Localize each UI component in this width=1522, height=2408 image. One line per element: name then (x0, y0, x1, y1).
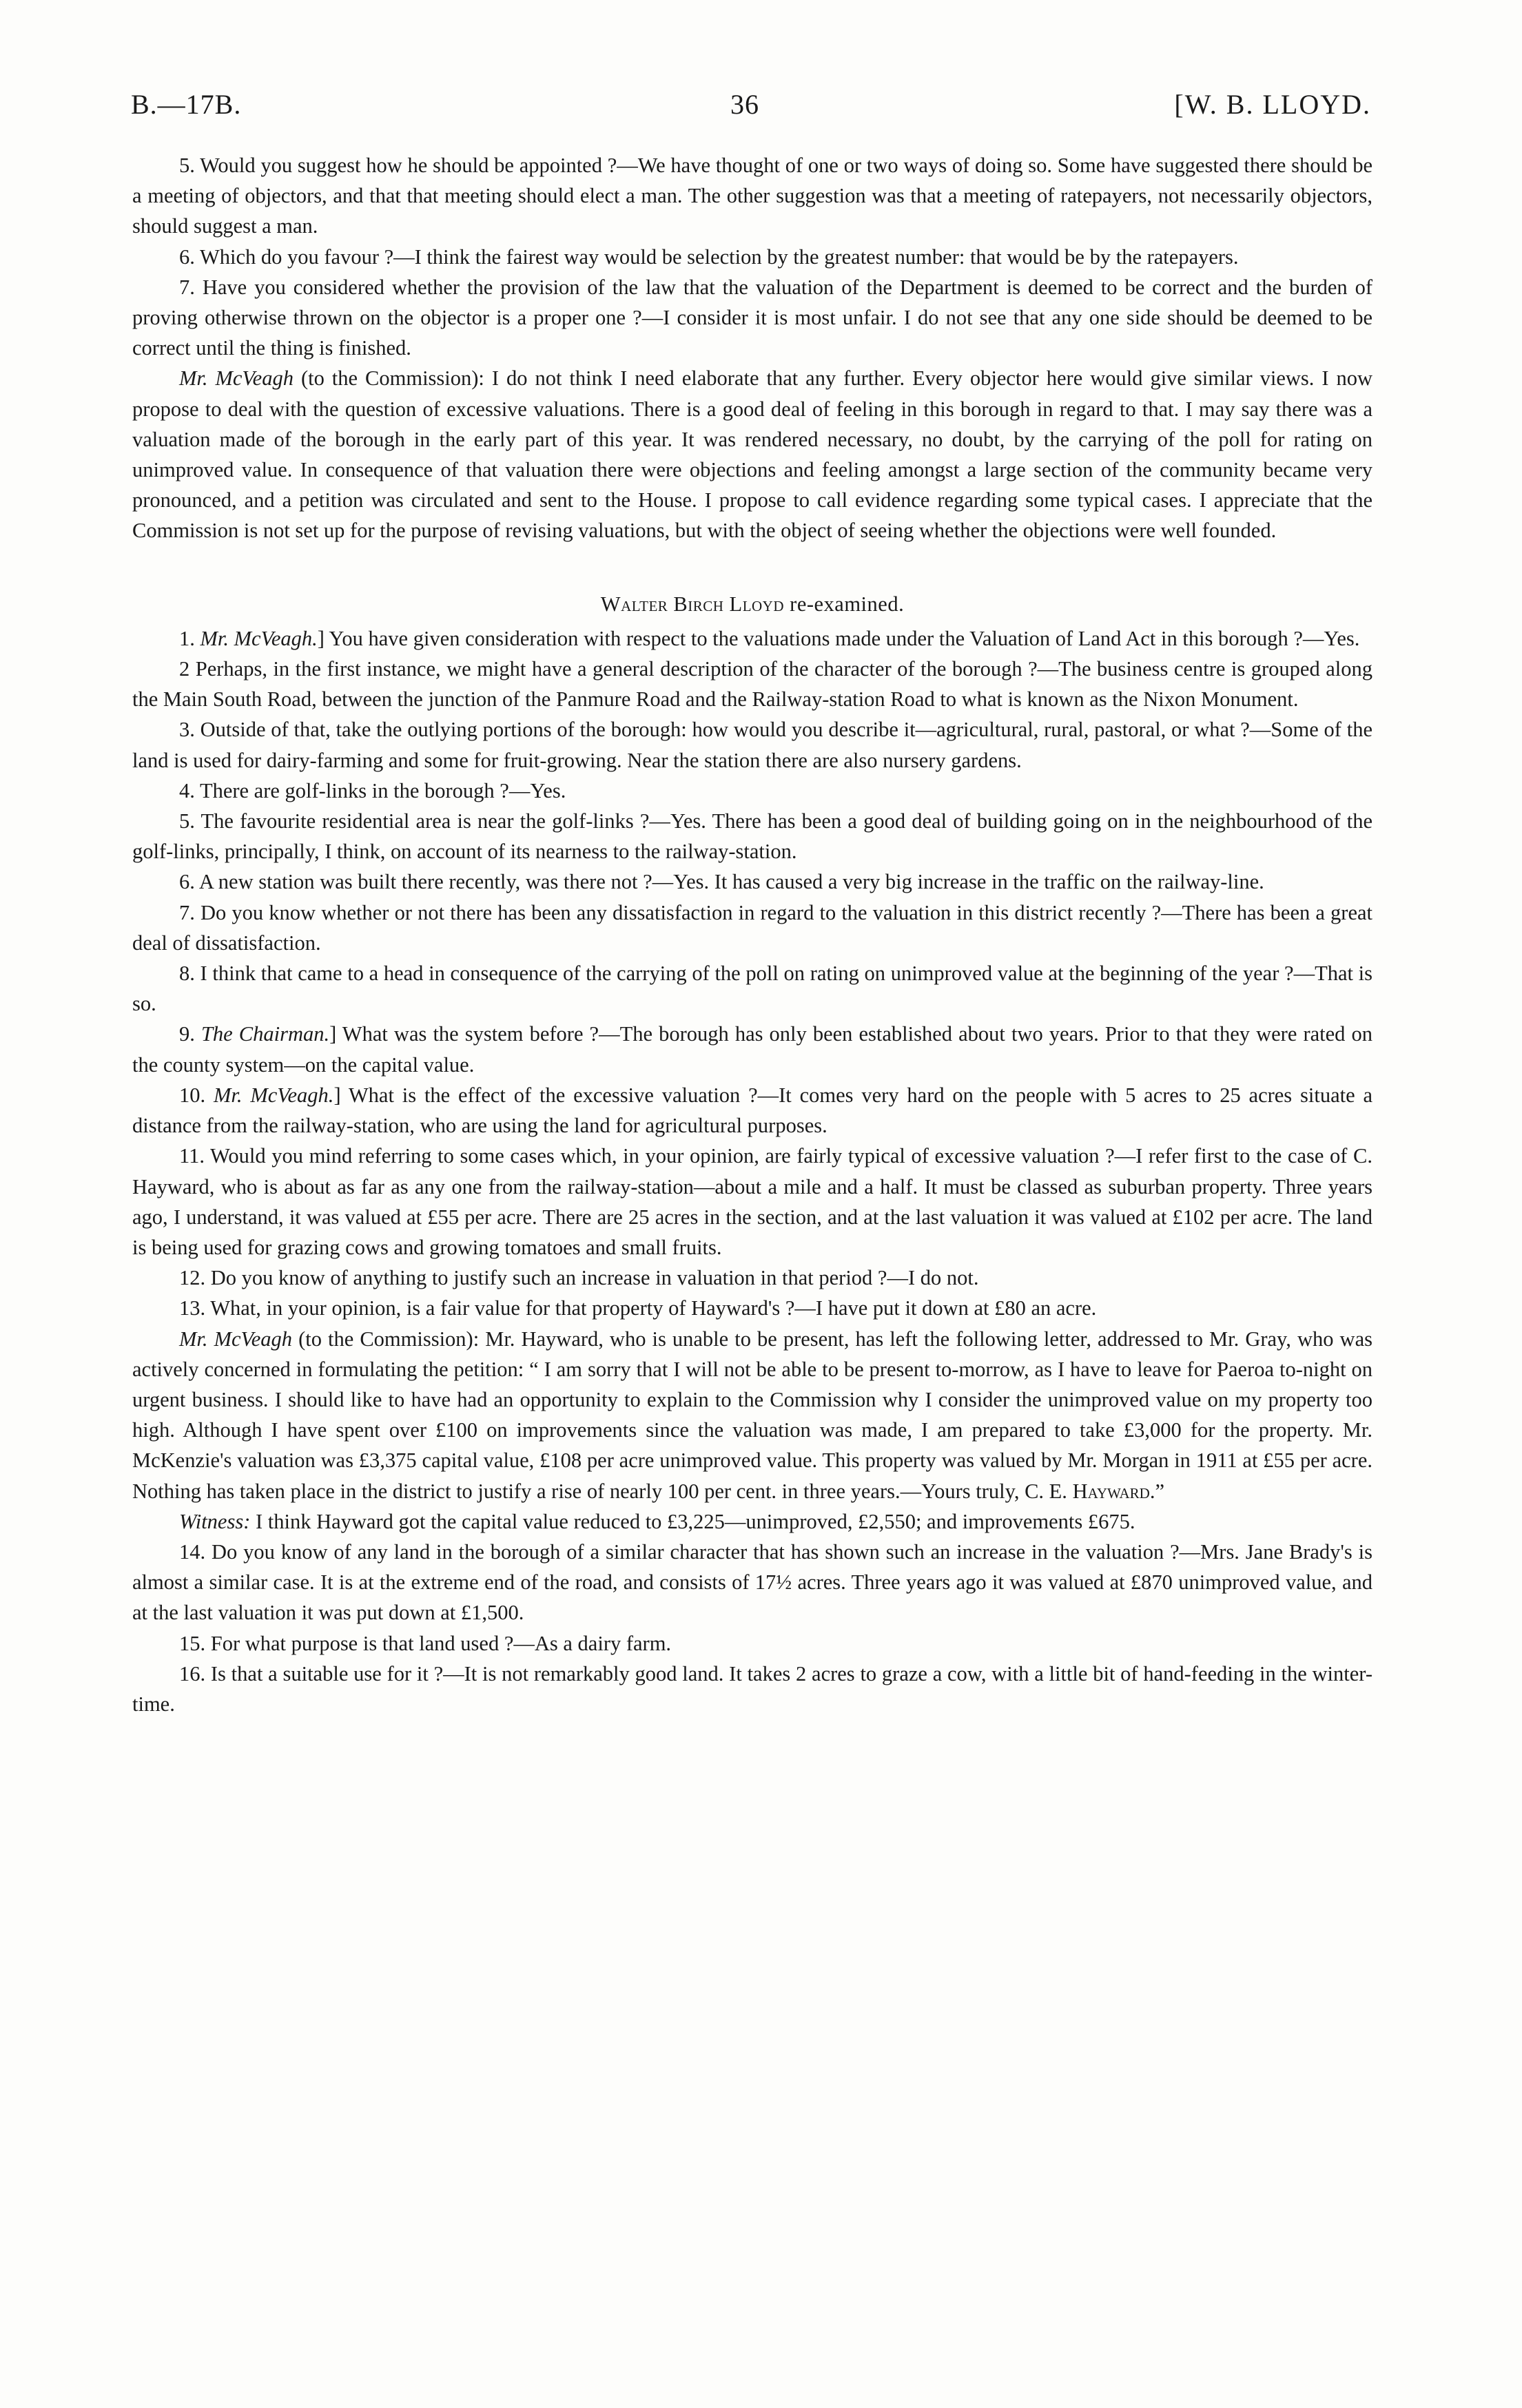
paragraph-r3: 3. Outside of that, take the outlying portions of the borough: how would you describe it—agricultural, rural, pastoral, or what ?—Some of the land is used for dairy-farming and some for fruit-growing. Near the station there are also nursery gardens. (132, 718, 1372, 772)
paragraph-r10 (132, 1080, 1372, 1141)
speaker-name: Mr. McVeagh. (213, 1083, 334, 1107)
paragraph-r12: 12. Do you know of anything to justify such an increase in valuation in that period ?—I do not. (179, 1266, 979, 1290)
paragraph-witness-note (132, 1506, 1372, 1537)
paragraph-r5: 5. The favourite residential area is near the golf-links ?—Yes. There has been a good deal of building going on in the neighbourhood of the golf-links, principally, I think, on account of its nearness to the railway-station. (132, 809, 1372, 864)
page-header (131, 88, 1371, 129)
paragraph-r16: 16. Is that a suitable use for it ?—It is not remarkably good land. It takes 2 acres to graze a cow, with a little bit of hand-feeding in the winter-time. (132, 1661, 1372, 1716)
report-code: B.—17B. (131, 89, 242, 120)
paragraph-r9 (132, 1019, 1372, 1079)
speaker-name: The Chairman. (200, 1022, 330, 1046)
paragraph-r13: 13. What, in your opinion, is a fair value for that property of Hayward's ?—I have put it down at £80 an acre. (179, 1296, 1097, 1320)
question-text: ] What is the effect of the excessive valuation ?—It comes very hard on the people with 5 acres to 25 acres situate a distance from the railway-station, who are using the land for agricultural purposes. (132, 1083, 1372, 1138)
paragraph-r14: 14. Do you know of any land in the borough of a similar character that has shown such an increase in the valuation ?—Mrs. Jane Brady's is almost a similar case. It is at the extreme end of the road, and consists of 17½ acres. Three years ago it was valued at £870 unimproved value, and at the last valuation it was put down at £1,500. (132, 1539, 1372, 1625)
letter-text: Mr. Hayward, who is unable to be present, has left the following letter, addressed to Mr. Gray, who was actively concerned in formulating the petition: “ I am sorry that I will not be able to be present to-morrow, as I have to leave for Paeroa to-night on urgent business. I should like to have had an opportunity to explain to the Commission why I consider the unimproved value on my property too high. Although I have spent over £100 on improvements since the valuation was made, I am prepared to take £3,000 for the property. Mr. McKenzie's valuation was £3,375 capital value, £108 per acre unimproved value. This property was valued by Mr. Morgan in 1911 at £55 per acre. Nothing has taken place in the district to justify a rise of nearly 100 per cent. in three years.—Yours truly, C. E. (132, 1327, 1372, 1503)
witness-note-text: I think Hayward got the capital value reduced to £3,225—unimproved, £2,550; and improvements £675. (250, 1509, 1135, 1533)
witness-running-head: [W. B. LLOYD. (1174, 89, 1371, 120)
letter-signature: Hayward (1072, 1479, 1150, 1503)
paragraph-r4: 4. There are golf-links in the borough ?—Yes. (179, 778, 566, 802)
witness-name: Walter Birch Lloyd (600, 592, 785, 616)
paragraph-r7: 7. Do you know whether or not there has been any dissatisfaction in regard to the valuation in this district recently ?—There has been a great deal of dissatisfaction. (132, 900, 1372, 955)
page-number: 36 (730, 89, 759, 120)
question-number: 1. (179, 626, 200, 650)
witness-label: Witness: (179, 1509, 251, 1533)
witness-heading (132, 589, 1372, 619)
speaker-name: Mr. McVeagh (179, 366, 294, 391)
question-number: 10. (179, 1083, 214, 1107)
paragraph-hayward-letter (132, 1324, 1372, 1506)
paragraph-q6: 6. Which do you favour ?—I think the fairest way would be selection by the greatest number: that would be by the ratepayers. (179, 245, 1239, 269)
paragraph-q5: 5. Would you suggest how he should be appointed ?—We have thought of one or two ways of doing so. Some have suggested there should be a meeting of objectors, and that that meeting should elect a man. The other suggestion was that a meeting of ratepayers, not necessarily objectors, should suggest a man. (132, 154, 1372, 238)
letter-closing: .” (1149, 1479, 1164, 1503)
speaker-name: Mr. McVeagh. (200, 626, 318, 650)
document-body (132, 150, 1372, 1719)
paragraph-r6: 6. A new station was built there recently, was there not ?—Yes. It has caused a very big increase in the traffic on the railway-line. (179, 870, 1264, 894)
speaker-name: Mr. McVeagh (179, 1327, 293, 1351)
question-text: ] What was the system before ?—The borough has only been established about two years. Prior to that they were rated on the county system—on the capital value. (132, 1022, 1372, 1077)
speaker-context: (to the Commission): (293, 366, 492, 391)
speaker-context: (to the Commission): (292, 1327, 486, 1351)
paragraph-r11: 11. Would you mind referring to some cases which, in your opinion, are fairly typical of excessive valuation ?—I refer first to the case of C. Hayward, who is about as far as any one from the railway-station—about a mile and a half. It must be classed as suburban property. Three years ago, I understand, it was valued at £55 per acre. There are 25 acres in the section, and at the last valuation it was valued at £102 per acre. The land is being used for grazing cows and growing tomatoes and small fruits. (132, 1144, 1372, 1259)
paragraph-q7: 7. Have you considered whether the provision of the law that the valuation of the Department is deemed to be correct and the burden of proving otherwise thrown on the objector is a proper one ?—I consider it is most unfair. I do not see that any one side should be deemed to be correct until the thing is finished. (132, 275, 1372, 360)
question-text: ] You have given consideration with respect to the valuations made under the Valuation of Land Act in this borough ?—Yes. (317, 626, 1360, 650)
paragraph-mcveagh-statement (132, 363, 1372, 546)
paragraph-r1 (132, 623, 1372, 654)
statement-text: I do not think I need elaborate that any further. Every objector here would give similar views. I now propose to deal with the question of excessive valuations. There is a good deal of feeling in this borough in regard to that. I may say there was a valuation made of the borough in the early part of this year. It was rendered necessary, no doubt, by the carrying of the poll for rating on unimproved value. In consequence of that valuation there were objections and feeling amongst a large section of the community became very pronounced, and a petition was circulated and sent to the House. I propose to call evidence regarding some typical cases. I appreciate that the Commission is not set up for the purpose of revising valuations, but with the object of seeing whether the objections were well founded. (132, 366, 1373, 543)
paragraph-r8: 8. I think that came to a head in consequence of the carrying of the poll on rating on unimproved value at the beginning of the year ?—That is so. (132, 962, 1372, 1016)
paragraph-r15: 15. For what purpose is that land used ?—As a dairy farm. (179, 1631, 672, 1655)
question-number: 9. (179, 1022, 201, 1046)
witness-heading-suffix: re-examined. (784, 592, 905, 616)
paragraph-r2: 2 Perhaps, in the first instance, we might have a general description of the character of the borough ?—The business centre is grouped along the Main South Road, between the junction of the Panmure Road and the Railway-station Road to what is known as the Nixon Monument. (132, 657, 1372, 712)
